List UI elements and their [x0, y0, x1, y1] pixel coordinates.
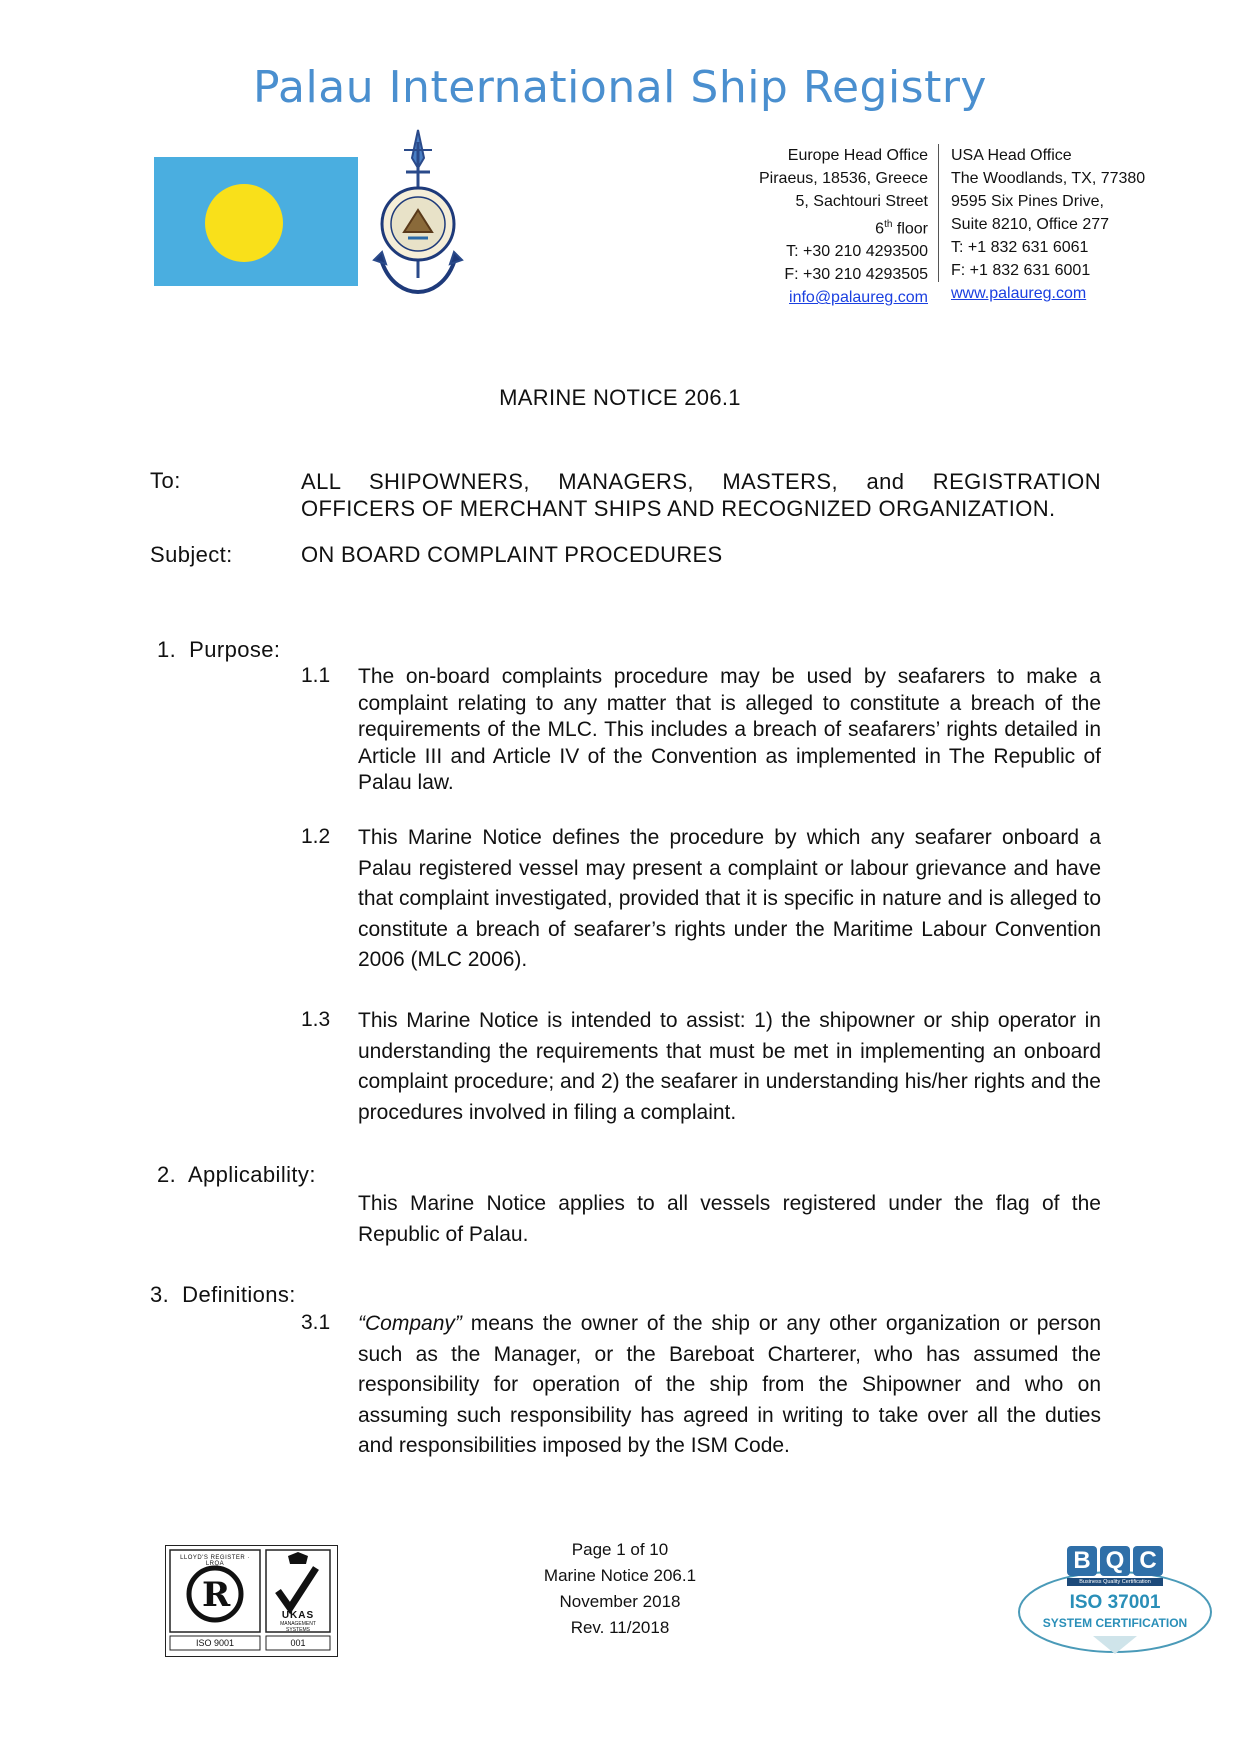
address-fax: F: +30 210 4293505	[784, 266, 928, 284]
paragraph-2: This Marine Notice applies to all vessels registered under the flag of the Republic of Palau.	[358, 1192, 1101, 1246]
defined-term: “Company”	[358, 1312, 462, 1335]
paragraph-3-1	[358, 1309, 1101, 1462]
paragraph-number: 1.1	[301, 664, 331, 687]
address-line: Suite 8210, Office 277	[951, 216, 1110, 233]
floor-number: 6	[875, 220, 885, 238]
page-number: Page 1 of 10	[571, 1540, 669, 1559]
address-fax: F: +1 832 631 6001	[951, 262, 1091, 279]
bqc-letter-b: B	[1073, 1547, 1091, 1574]
flag-sun	[205, 184, 283, 262]
address-line: USA Head Office	[951, 147, 1072, 164]
ukas-sub-2: SYSTEMS	[286, 1627, 310, 1633]
floor-word: floor	[896, 220, 928, 238]
iso-9001-label: ISO 9001	[195, 1638, 235, 1648]
address-phone: T: +30 210 4293500	[786, 243, 928, 261]
paragraph-1-2: This Marine Notice defines the procedure by which any seafarer onboard a Palau registered vessel may present a complaint or labour grievance and have that complaint investigated, provided that it is specific in nature and is alleged to constitute a breach of seafarer’s rights under the Maritime Labour Convention 2006 (MLC 2006).	[358, 826, 1101, 971]
europe-office-address	[678, 144, 928, 309]
to-line-2: OFFICERS OF MERCHANT SHIPS AND RECOGNIZED ORGANIZATION.	[301, 496, 1056, 521]
svg-text:R: R	[202, 1575, 231, 1615]
section-heading-definitions: 3. Definitions:	[150, 1282, 296, 1307]
bqc-letter-c: C	[1139, 1547, 1157, 1574]
ukas-sub-1: MANAGEMENT	[280, 1621, 316, 1627]
to-recipients	[301, 468, 1101, 522]
europe-email-link[interactable]: info@palaureg.com	[789, 289, 928, 307]
to-line-1: ALL SHIPOWNERS, MANAGERS, MASTERS, and REGISTRATION	[301, 469, 1101, 494]
section-heading-purpose: 1. Purpose:	[157, 637, 281, 662]
floor-suffix: th	[884, 219, 893, 230]
iso-37001-label: ISO 37001	[1069, 1592, 1161, 1613]
bqc-tagline: Business Quality Certification	[1079, 1579, 1151, 1585]
bqc-iso-37001-logo	[1015, 1540, 1215, 1660]
website-link[interactable]: www.palaureg.com	[951, 285, 1087, 302]
system-certification-label: SYSTEM CERTIFICATION	[1042, 1616, 1188, 1630]
registry-seal-icon	[368, 128, 468, 300]
palau-flag	[154, 157, 358, 286]
ukas-text: UKAS	[281, 1610, 315, 1621]
usa-office-address	[951, 144, 1181, 305]
footer-date: November 2018	[559, 1592, 681, 1611]
definition-text: means the owner of the ship or any other organization or person such as the Manager, or the Bareboat Charterer, who has assumed the responsibility for operation of the ship from the Shipowner and who on assuming such responsibility has agreed in writing to take over all the duties and responsibilities imposed by the ISM Code.	[358, 1312, 1101, 1457]
paragraph-1-1: The on-board complaints procedure may be used by seafarers to make a complaint relating to any matter that is alleged to constitute a breach of the requirements of the MLC. This includes a breach of seafarers’ rights detailed in Article III and Article IV of the Convention as implemented in The Republic of Palau law.	[358, 665, 1101, 794]
notice-title: MARINE NOTICE 206.1	[499, 385, 741, 410]
address-line: 5, Sachtouri Street	[795, 193, 928, 210]
address-line: 9595 Six Pines Drive,	[951, 193, 1104, 210]
lrqa-ukas-logo	[165, 1545, 338, 1657]
address-line: Europe Head Office	[787, 147, 928, 164]
address-divider	[938, 144, 939, 282]
footer-revision: Rev. 11/2018	[570, 1618, 670, 1637]
lrqa-arc-text: LLOYD'S REGISTER · LRQA	[180, 1555, 250, 1567]
footer-notice: Marine Notice 206.1	[543, 1566, 697, 1585]
address-phone: T: +1 832 631 6061	[951, 239, 1089, 256]
address-line: Piraeus, 18536, Greece	[759, 170, 928, 187]
address-line	[678, 213, 928, 240]
paragraph-number: 1.3	[301, 1008, 331, 1031]
section-heading-applicability: 2. Applicability:	[157, 1162, 316, 1187]
paragraph-number: 3.1	[301, 1311, 331, 1334]
paragraph-1-3: This Marine Notice is intended to assist: 1) the shipowner or ship operator in understanding the requirements that must be met in implementing an onboard complaint procedure; and 2) the seafarer in understanding his/her rights and the procedures involved in filing a complaint.	[358, 1009, 1101, 1124]
subject-label: Subject:	[150, 542, 233, 567]
address-line: The Woodlands, TX, 77380	[951, 170, 1146, 187]
registry-title: Palau International Ship Registry	[253, 62, 987, 113]
ukas-code: 001	[290, 1638, 306, 1648]
bqc-letter-q: Q	[1105, 1547, 1125, 1574]
to-label: To:	[150, 468, 181, 493]
subject-text: ON BOARD COMPLAINT PROCEDURES	[301, 542, 723, 567]
paragraph-number: 1.2	[301, 825, 331, 848]
